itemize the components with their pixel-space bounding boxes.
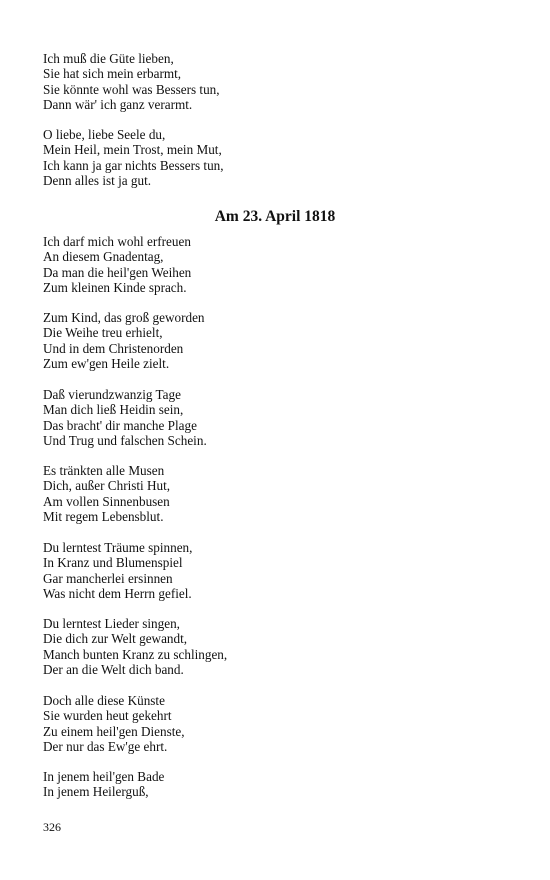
verse-line: Doch alle diese Künste <box>43 693 165 708</box>
verse-line: Zum ew'gen Heile zielt. <box>43 356 170 372</box>
stanza <box>43 540 192 602</box>
verse-line: Der an die Welt dich band. <box>43 662 184 678</box>
stanza <box>43 234 191 296</box>
verse-line: Es tränkten alle Musen <box>43 463 165 478</box>
stanza <box>43 387 207 449</box>
verse-line: Mit regem Lebensblut. <box>43 509 164 525</box>
verse-line: Das bracht' dir manche Plage <box>43 417 197 433</box>
verse-line: Gar mancherlei ersinnen <box>43 570 173 586</box>
verse-line: In jenem heil'gen Bade <box>43 769 165 784</box>
verse-line: Du lerntest Träume spinnen, <box>43 540 193 555</box>
verse-line: Was nicht dem Herrn gefiel. <box>43 586 192 602</box>
verse-line: Ich kann ja gar nichts Bessers tun, <box>43 157 224 173</box>
verse-line: Dann wär' ich ganz verarmt. <box>43 97 193 113</box>
verse-line: Und in dem Christenorden <box>43 340 184 356</box>
verse-line: An diesem Gnadentag, <box>43 249 164 265</box>
verse-line: Mein Heil, mein Trost, mein Mut, <box>43 142 222 158</box>
stanza <box>43 51 220 113</box>
stanza <box>43 310 205 372</box>
verse-line: In jenem Heilerguß, <box>43 784 149 800</box>
verse-line: Die dich zur Welt gewandt, <box>43 631 188 647</box>
stanza <box>43 616 227 678</box>
verse-line: In Kranz und Blumenspiel <box>43 555 183 571</box>
stanza <box>43 127 224 189</box>
stanza <box>43 769 164 800</box>
verse-line: Daß vierundzwanzig Tage <box>43 387 181 402</box>
verse-line: Dich, außer Christi Hut, <box>43 478 171 494</box>
verse-line: Der nur das Ew'ge ehrt. <box>43 739 168 755</box>
verse-line: Man dich ließ Heidin sein, <box>43 402 184 418</box>
verse-line: O liebe, liebe Seele du, <box>43 127 166 142</box>
verse-line: Sie hat sich mein erbarmt, <box>43 66 182 82</box>
verse-line: Am vollen Sinnenbusen <box>43 493 170 509</box>
verse-line: Zum kleinen Kinde sprach. <box>43 280 187 296</box>
verse-line: Und Trug und falschen Schein. <box>43 433 207 449</box>
verse-line: Manch bunten Kranz zu schlingen, <box>43 646 228 662</box>
verse-line: Du lerntest Lieder singen, <box>43 616 180 631</box>
verse-line: Zu einem heil'gen Dienste, <box>43 723 185 739</box>
stanza <box>43 463 170 525</box>
verse-line: Denn alles ist ja gut. <box>43 173 152 189</box>
verse-line: Die Weihe treu erhielt, <box>43 325 163 341</box>
page-number: 326 <box>43 820 61 834</box>
stanza <box>43 693 185 755</box>
poem-title: Am 23. April 1818 <box>214 208 336 225</box>
verse-line: Sie wurden heut gekehrt <box>43 708 172 724</box>
verse-line: Ich darf mich wohl erfreuen <box>43 234 191 249</box>
verse-line: Sie könnte wohl was Bessers tun, <box>43 81 220 97</box>
verse-line: Zum Kind, das groß geworden <box>43 310 205 325</box>
verse-line: Da man die heil'gen Weihen <box>43 264 192 280</box>
verse-line: Ich muß die Güte lieben, <box>43 51 174 66</box>
